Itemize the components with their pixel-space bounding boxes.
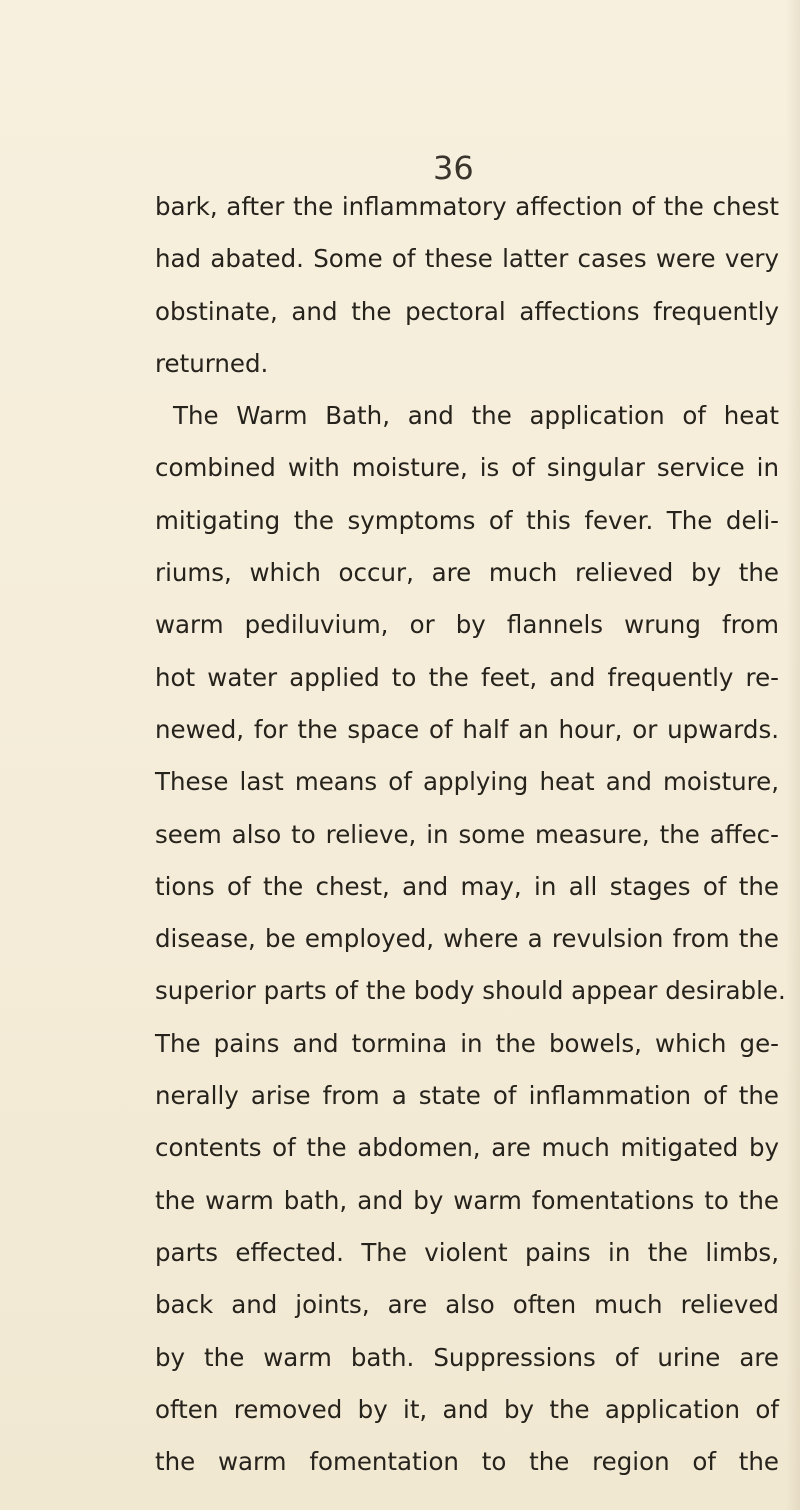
text-line: had abated. Some of these latter cases were very: [155, 244, 779, 274]
page-number: 36: [433, 149, 474, 187]
text-line: obstinate, and the pectoral affections frequently: [155, 296, 779, 326]
text-line: by the warm bath. Suppressions of urine are: [155, 1342, 779, 1372]
text-line: warm pediluvium, or by flannels wrung from: [155, 610, 779, 640]
text-line: bark, after the inflammatory affection of the chest: [155, 192, 779, 221]
text-line: seem also to relieve, in some measure, the affec-: [155, 819, 779, 849]
text-line: hot water applied to the feet, and frequently re-: [155, 662, 779, 692]
text-line: returned.: [155, 348, 269, 378]
text-line: nerally arise from a state of inflammation of the: [155, 1081, 779, 1111]
text-line: contents of the abdomen, are much mitigated by: [155, 1133, 779, 1163]
text-line: disease, be employed, where a revulsion from the: [155, 924, 779, 954]
text-line: the warm bath, and by warm fomentations to the: [155, 1185, 779, 1215]
text-line: the warm fomentation to the region of the: [155, 1447, 779, 1477]
text-line: The Warm Bath, and the application of heat: [173, 401, 779, 431]
text-line: back and joints, are also often much relieved: [155, 1290, 779, 1320]
text-line: parts effected. The violent pains in the limbs,: [155, 1237, 779, 1267]
text-line: tions of the chest, and may, in all stages of the: [155, 871, 779, 901]
text-line: often removed by it, and by the application of: [155, 1394, 779, 1424]
text-line: The pains and tormina in the bowels, which ge-: [155, 1028, 779, 1058]
text-line: These last means of applying heat and moisture,: [155, 767, 779, 797]
text-line: riums, which occur, are much relieved by the: [155, 558, 779, 588]
text-line: superior parts of the body should appear desirable.: [155, 976, 786, 1006]
body-text: [155, 181, 800, 1488]
text-line: newed, for the space of half an hour, or upwards.: [155, 714, 779, 744]
text-line: mitigating the symptoms of this fever. The deli-: [155, 505, 779, 535]
text-line: combined with moisture, is of singular service in: [155, 453, 779, 483]
